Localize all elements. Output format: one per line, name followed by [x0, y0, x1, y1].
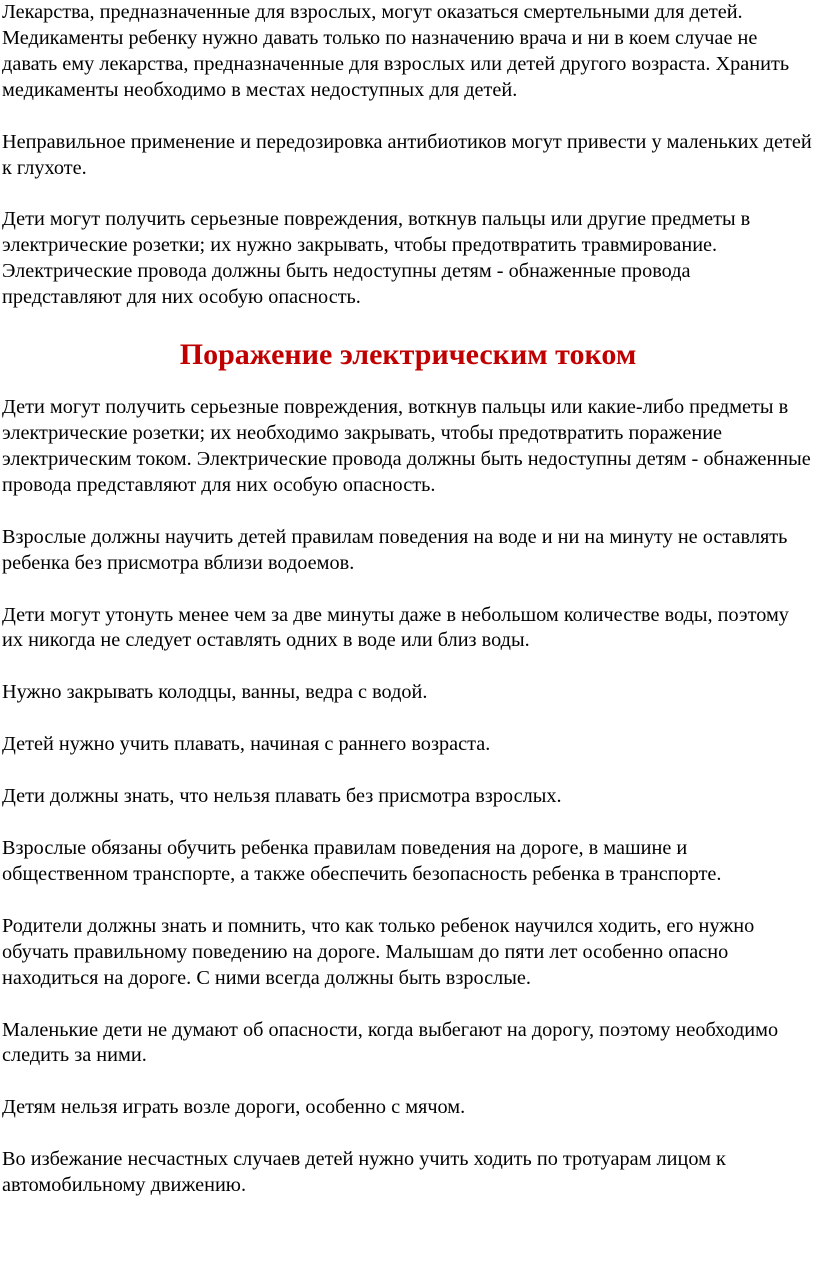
- paragraph-road-behavior: Взрослые обязаны обучить ребенка правилам поведения на дороге, в машине и общественном транспорте, а также обеспечить безопасность ребенка в транспорте.: [2, 837, 722, 885]
- paragraph-antibiotics-overdose: Неправильное применение и передозировка антибиотиков могут привести у маленьких детей к глухоте.: [2, 130, 812, 179]
- paragraph-drowning-risk: Дети могут утонуть менее чем за две минуты даже в небольшом количестве воды, поэтому их никогда не следует оставлять одних в воде или близ воды.: [2, 603, 789, 652]
- paragraph-electric-shock-sockets: Дети могут получить серьезные повреждения, воткнув пальцы или какие-либо предметы в электрические розетки; их необходимо закрывать, чтобы предотвратить поражение электрическим током. Электрические провода должны быть недоступны детям - обнаженные провода представляют для них особую опасность.: [2, 396, 811, 496]
- paragraph-medicines-storage: Лекарства, предназначенные для взрослых, могут оказаться смертельными для детей. Медикаменты ребенку нужно давать только по назначению врача и ни в коем случае не давать ему лекарства, предназначенные для взрослых или детей другого возраста. Хранить медикаменты необходимо в местах недоступных для детей.: [2, 1, 790, 101]
- paragraph-walk-facing-traffic: Во избежание несчастных случаев детей нужно учить ходить по тротуарам лицом к автомобильному движению.: [2, 1148, 726, 1197]
- paragraph-water-rules: Взрослые должны научить детей правилам поведения на воде и ни на минуту не оставлять ребенка без присмотра вблизи водоемов.: [2, 525, 788, 574]
- paragraph-no-playing-near-road: Детям нельзя играть возле дороги, особенно с мячом.: [2, 1096, 466, 1119]
- paragraph-children-running-road: Маленькие дети не думают об опасности, когда выбегают на дорогу, поэтому необходимо следить за ними.: [2, 1018, 779, 1067]
- paragraph-parents-road-training: Родители должны знать и помнить, что как только ребенок научился ходить, его нужно обучать правильному поведению на дороге. Малышам до пяти лет особенно опасно находиться на дороге. С ними всегда должны быть взрослые.: [2, 914, 755, 989]
- section-heading-electric-shock: Поражение электрическим током: [179, 338, 637, 372]
- document-page: [2, 0, 814, 1225]
- paragraph-supervised-swimming: Дети должны знать, что нельзя плавать без присмотра взрослых.: [2, 785, 562, 808]
- paragraph-teach-swimming: Детей нужно учить плавать, начиная с раннего возраста.: [2, 733, 491, 756]
- paragraph-electrical-sockets: Дети могут получить серьезные повреждения, воткнув пальцы или другие предметы в электрические розетки; их нужно закрывать, чтобы предотвратить травмирование. Электрические провода должны быть недоступны детям - обнаженные провода представляют для них особую опасность.: [2, 208, 751, 309]
- paragraph-cover-wells: Нужно закрывать колодцы, ванны, ведра с водой.: [2, 681, 428, 704]
